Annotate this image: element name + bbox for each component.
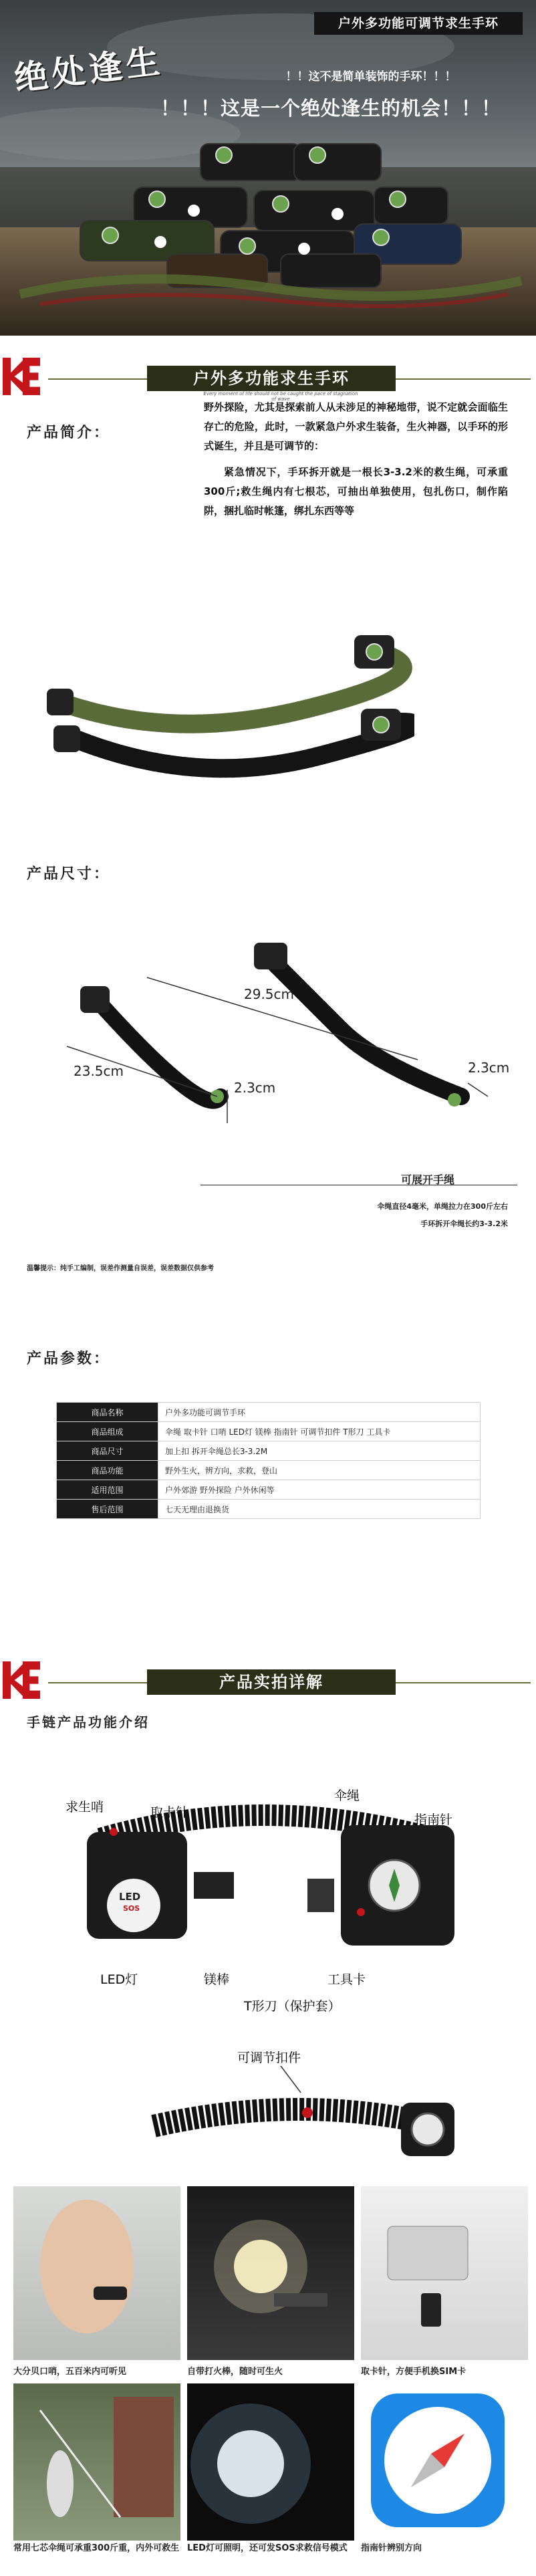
callout-whistle: 求生哨 bbox=[65, 1800, 104, 1814]
intro-paragraph-1: 野外探险，尤其是探索前人从未涉足的神秘地带，说不定就会面临生存亡的危险，此时，一款紧急户外求生装备，生火神器，以手环的形式诞生，并且是可调节的： bbox=[204, 401, 508, 452]
param-value: 伞绳 取卡针 口哨 LED灯 镁棒 指南针 可调节扣件 T形刀 工具卡 bbox=[158, 1422, 481, 1441]
callout-paracord: 伞绳 bbox=[334, 1788, 360, 1803]
param-value: 户外郊游 野外探险 户外休闲等 bbox=[158, 1480, 481, 1500]
param-key: 商品功能 bbox=[57, 1461, 158, 1480]
section1-subtitle: Every moment of life should not be caught the pace of stagnation of wave bbox=[203, 391, 358, 402]
unfold-title: 可展开手绳 bbox=[401, 1173, 455, 1186]
caption-firestarter: 自带打火棒，随时可生火 bbox=[187, 2367, 283, 2377]
dim-long: 29.5cm bbox=[244, 986, 295, 1002]
hero-line2: ！！！这是一个绝处逢生的机会！！！ bbox=[160, 97, 501, 120]
intro-label: 产品简介： bbox=[27, 425, 111, 441]
spec-line-1: 伞绳直径4毫米，单绳拉力在300斤左右 bbox=[377, 1202, 508, 1211]
spec-line-2: 手环拆开伞绳长约3-3.2米 bbox=[420, 1219, 508, 1228]
param-key: 售后范围 bbox=[57, 1500, 158, 1519]
callout-buckle: 可调节扣件 bbox=[237, 2051, 301, 2065]
param-key: 商品组成 bbox=[57, 1422, 158, 1441]
caption-card-pin: 取卡针，方便手机换SIM卡 bbox=[361, 2367, 466, 2377]
section2-title: 产品实拍详解 bbox=[147, 1669, 396, 1695]
led-badge: LED bbox=[119, 1891, 141, 1903]
param-value: 户外多功能可调节手环 bbox=[158, 1403, 481, 1422]
caption-led: LED灯可照明，还可发SOS求救信号模式 bbox=[187, 2543, 348, 2553]
table-row bbox=[57, 1403, 481, 1422]
table-row bbox=[57, 1461, 481, 1480]
params-table bbox=[56, 1402, 481, 1519]
param-key: 适用范围 bbox=[57, 1480, 158, 1500]
photo-led bbox=[187, 2383, 354, 2541]
brand-logo bbox=[3, 1661, 43, 1699]
photo-whistle bbox=[13, 2186, 180, 2360]
caption-whistle: 大分贝口哨，五百米内可听见 bbox=[13, 2367, 127, 2377]
intro-bracelets-image bbox=[40, 575, 414, 816]
callout-card-pin: 取卡针 bbox=[150, 1805, 189, 1820]
param-value: 野外生火，辨方向，求救，登山 bbox=[158, 1461, 481, 1480]
size-label: 产品尺寸： bbox=[27, 866, 111, 883]
hero-brush-title: 绝处逢生 bbox=[12, 41, 166, 99]
param-value: 七天无理由退换货 bbox=[158, 1500, 481, 1519]
photo-firestarter bbox=[187, 2186, 354, 2360]
callout-tool-card: 工具卡 bbox=[327, 1972, 366, 1987]
sos-badge: SOS bbox=[123, 1904, 140, 1913]
buckle-bracelet-image bbox=[127, 2066, 475, 2166]
photo-compass bbox=[361, 2383, 528, 2541]
section1-title: 户外多功能求生手环 bbox=[147, 366, 396, 391]
section1-header bbox=[0, 356, 536, 402]
table-row bbox=[57, 1480, 481, 1500]
callout-ferro: 镁棒 bbox=[204, 1972, 230, 1987]
callout-led: LED灯 bbox=[100, 1972, 138, 1987]
caption-paracord: 常用七芯伞绳可承重300斤重，内外可救生 bbox=[13, 2543, 180, 2553]
hero-banner bbox=[0, 0, 536, 336]
section2-header bbox=[0, 1660, 536, 1700]
function-bracelet-image bbox=[60, 1778, 488, 1979]
dim-width-a: 2.3cm bbox=[234, 1080, 276, 1096]
dim-width-b: 2.3cm bbox=[468, 1060, 510, 1076]
caption-compass: 指南针辨别方向 bbox=[361, 2543, 422, 2553]
intro-text bbox=[204, 398, 508, 521]
photo-paracord bbox=[13, 2383, 180, 2541]
size-bracelets-image bbox=[27, 896, 515, 1163]
intro-paragraph-2: 紧急情况下，手环拆开就是一根长3-3.2米的救生绳，可承重300斤;救生绳内有七根芯，可抽出单独使用，包扎伤口，制作陷阱，捆扎临时帐篷，绑扎东西等等 bbox=[204, 466, 508, 517]
warm-tip: 温馨提示：纯手工编制，误差作测量自误差，误差数据仅供参考 bbox=[27, 1265, 214, 1272]
param-label: 产品参数： bbox=[27, 1351, 111, 1367]
table-row bbox=[57, 1500, 481, 1519]
brand-logo bbox=[3, 358, 43, 395]
param-key: 商品尺寸 bbox=[57, 1441, 158, 1461]
table-row bbox=[57, 1422, 481, 1441]
param-key: 商品名称 bbox=[57, 1403, 158, 1422]
callout-t-knife: T形刀（保护套） bbox=[244, 1999, 341, 2014]
table-row bbox=[57, 1441, 481, 1461]
dim-short: 23.5cm bbox=[74, 1063, 124, 1079]
func-label: 手链产品功能介绍 bbox=[27, 1714, 150, 1730]
hero-line1: ！！这不是简单装饰的手环！！！ bbox=[285, 70, 456, 84]
hero-title-box: 户外多功能可调节求生手环 bbox=[314, 12, 523, 35]
callout-compass: 指南针 bbox=[414, 1812, 453, 1827]
photo-card-pin bbox=[361, 2186, 528, 2360]
param-value: 加上扣 拆开伞绳总长3-3.2M bbox=[158, 1441, 481, 1461]
